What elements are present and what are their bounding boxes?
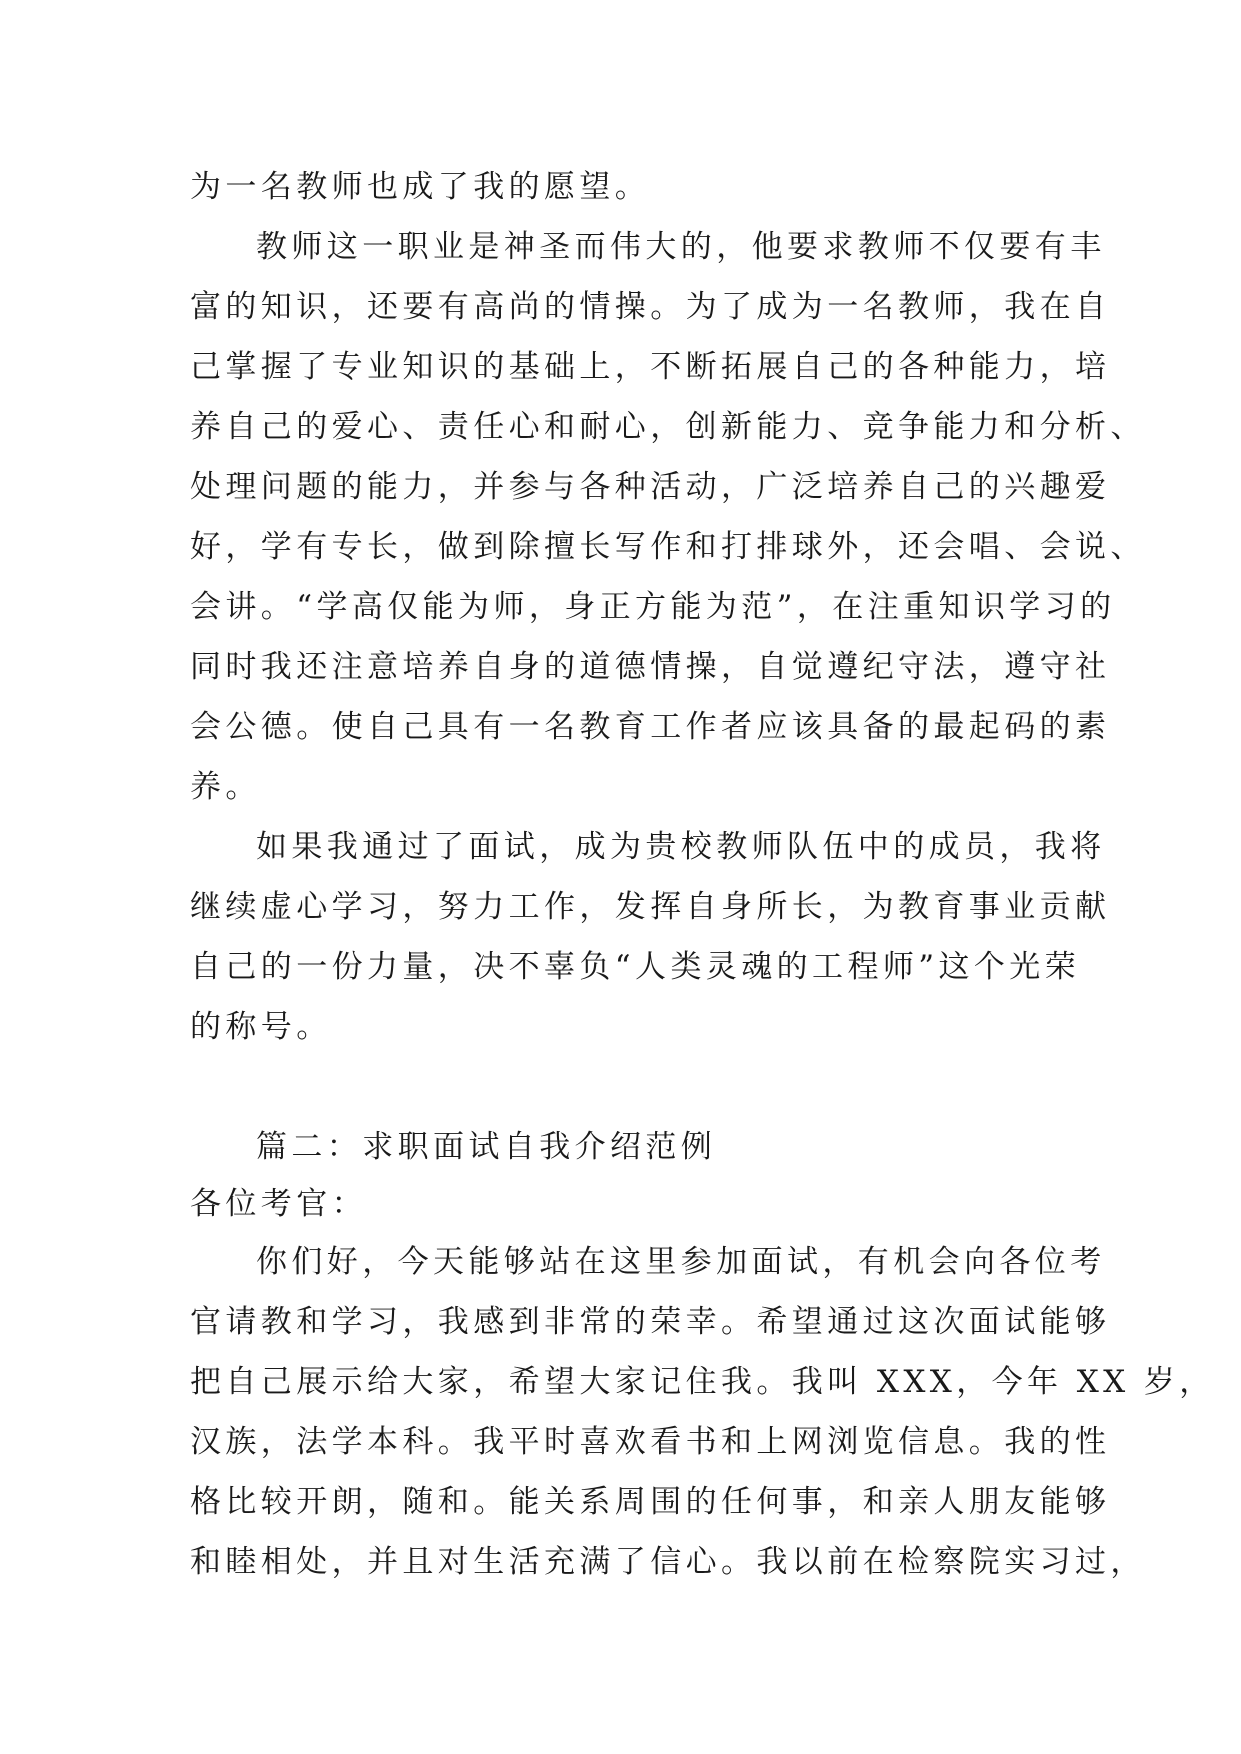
text-line: 汉族，法学本科。我平时喜欢看书和上网浏览信息。我的性 [190, 1424, 1111, 1460]
text-line: 会讲。“学高仅能为师，身正方能为范”，在注重知识学习的 [190, 589, 1116, 625]
text-line: 如果我通过了面试，成为贵校教师队伍中的成员，我将 [256, 829, 1106, 865]
text-line: 的称号。 [190, 1009, 332, 1045]
document-body [190, 157, 1215, 1592]
greeting: 各位考官： [190, 1186, 367, 1222]
paragraph-2 [190, 217, 1146, 817]
paragraph-4 [190, 1232, 1215, 1592]
paragraph-1 [190, 157, 1050, 217]
text-line: 官请教和学习，我感到非常的荣幸。希望通过这次面试能够 [190, 1304, 1111, 1340]
text-line: 养。 [190, 769, 261, 805]
text-line: 会公德。使自己具有一名教育工作者应该具备的最起码的素 [190, 709, 1111, 745]
text-line: 自己的一份力量，决不辜负“人类灵魂的工程师”这个光荣 [190, 949, 1081, 985]
text-line: 己掌握了专业知识的基础上，不断拓展自己的各种能力，培 [190, 349, 1111, 385]
text-line: 好，学有专长，做到除擅长写作和打排球外，还会唱、会说、 [190, 529, 1146, 565]
text-line: 处理问题的能力，并参与各种活动，广泛培养自己的兴趣爱 [190, 469, 1111, 505]
text-line: 教师这一职业是神圣而伟大的，他要求教师不仅要有丰 [256, 229, 1106, 265]
text-line: 同时我还注意培养自身的道德情操，自觉遵纪守法，遵守社 [190, 649, 1111, 685]
text-line: 和睦相处，并且对生活充满了信心。我以前在检察院实习过， [190, 1544, 1146, 1580]
blank-line [190, 1057, 1050, 1117]
text-line: 富的知识，还要有高尚的情操。为了成为一名教师，我在自 [190, 289, 1111, 325]
text-line: 你们好，今天能够站在这里参加面试，有机会向各位考 [256, 1244, 1106, 1280]
text-line: 把自己展示给大家，希望大家记住我。我叫 XXX，今年 XX 岁， [190, 1364, 1215, 1400]
section-heading: 篇二：求职面试自我介绍范例 [256, 1129, 717, 1165]
paragraph-3 [190, 817, 1111, 1057]
text-line: 继续虚心学习，努力工作，发挥自身所长，为教育事业贡献 [190, 889, 1111, 925]
text-line: 格比较开朗，随和。能关系周围的任何事，和亲人朋友能够 [190, 1484, 1111, 1520]
text-line: 养自己的爱心、责任心和耐心，创新能力、竞争能力和分析、 [190, 409, 1146, 445]
text-line: 为一名教师也成了我的愿望。 [190, 169, 651, 205]
